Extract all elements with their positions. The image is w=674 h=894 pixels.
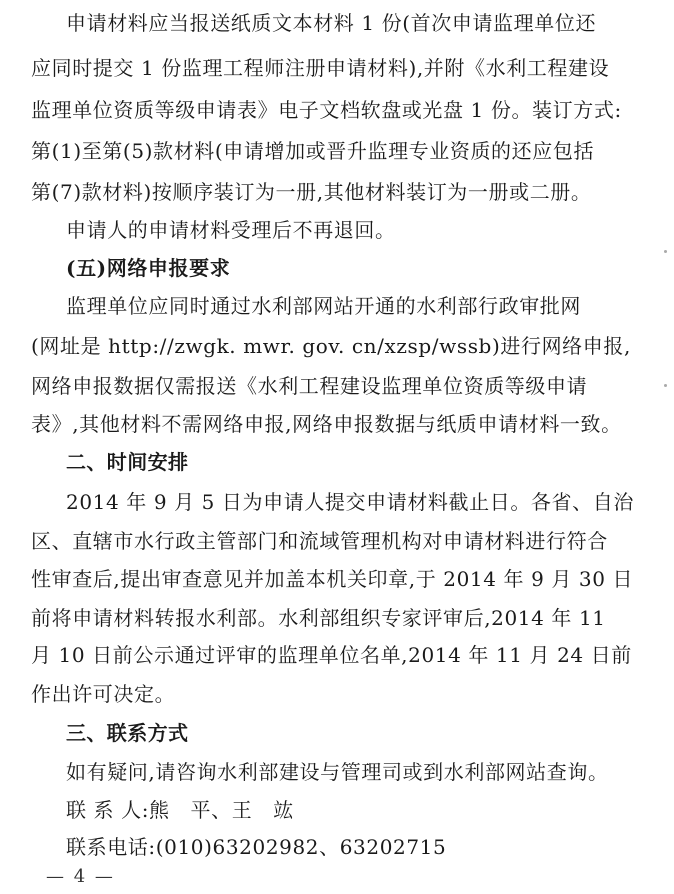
section-5-heading: (五)网络申报要求 xyxy=(66,256,231,280)
paragraph-1-line-4: 第(1)至第(5)款材料(申请增加或晋升监理专业资质的还应包括 xyxy=(31,139,595,163)
section-2-heading: 二、时间安排 xyxy=(66,450,189,474)
section-5-line-4: 表》,其他材料不需网络申报,网络申报数据与纸质申请材料一致。 xyxy=(31,412,622,436)
section-2-line-3: 性审查后,提出审查意见并加盖本机关印章,于 2014 年 9 月 30 日 xyxy=(31,567,634,591)
section-2-line-2: 区、直辖市水行政主管部门和流域管理机构对申请材料进行符合 xyxy=(31,529,608,553)
contact-person-line: 联 系 人:熊 平、王 竑 xyxy=(66,798,294,822)
section-3-heading: 三、联系方式 xyxy=(66,721,189,745)
section-5-line-3: 网络申报数据仅需报送《水利工程建设监理单位资质等级申请 xyxy=(31,374,588,398)
section-5-line-1: 监理单位应同时通过水利部网站开通的水利部行政审批网 xyxy=(66,294,581,318)
paragraph-1-line-2: 应同时提交 1 份监理工程师注册申请材料),并附《水利工程建设 xyxy=(31,56,610,80)
scan-speck xyxy=(664,384,667,387)
section-2-line-4: 前将申请材料转报水利部。水利部组织专家评审后,2014 年 11 xyxy=(31,606,606,630)
paragraph-2: 申请人的申请材料受理后不再退回。 xyxy=(66,218,396,242)
paragraph-1-line-3: 监理单位资质等级申请表》电子文档软盘或光盘 1 份。装订方式: xyxy=(31,98,622,122)
paragraph-1-line-5: 第(7)款材料)按顺序装订为一册,其他材料装订为一册或二册。 xyxy=(31,180,592,204)
contact-phone-line: 联系电话:(010)63202982、63202715 xyxy=(66,835,447,859)
section-2-line-1: 2014 年 9 月 5 日为申请人提交申请材料截止日。各省、自治 xyxy=(66,490,634,514)
section-2-line-6: 作出许可决定。 xyxy=(31,682,176,706)
scan-speck xyxy=(664,250,667,253)
section-5-line-2: (网址是 http://zwgk. mwr. gov. cn/xzsp/wssb)进行网络申报, xyxy=(31,334,631,358)
paragraph-1-line-1: 申请材料应当报送纸质文本材料 1 份(首次申请监理单位还 xyxy=(66,11,597,35)
section-3-inquiry-line: 如有疑问,请咨询水利部建设与管理司或到水利部网站查询。 xyxy=(66,760,609,784)
section-2-line-5: 月 10 日前公示通过评审的监理单位名单,2014 年 11 月 24 日前 xyxy=(31,643,632,667)
page-number: — 4 — xyxy=(46,866,115,887)
